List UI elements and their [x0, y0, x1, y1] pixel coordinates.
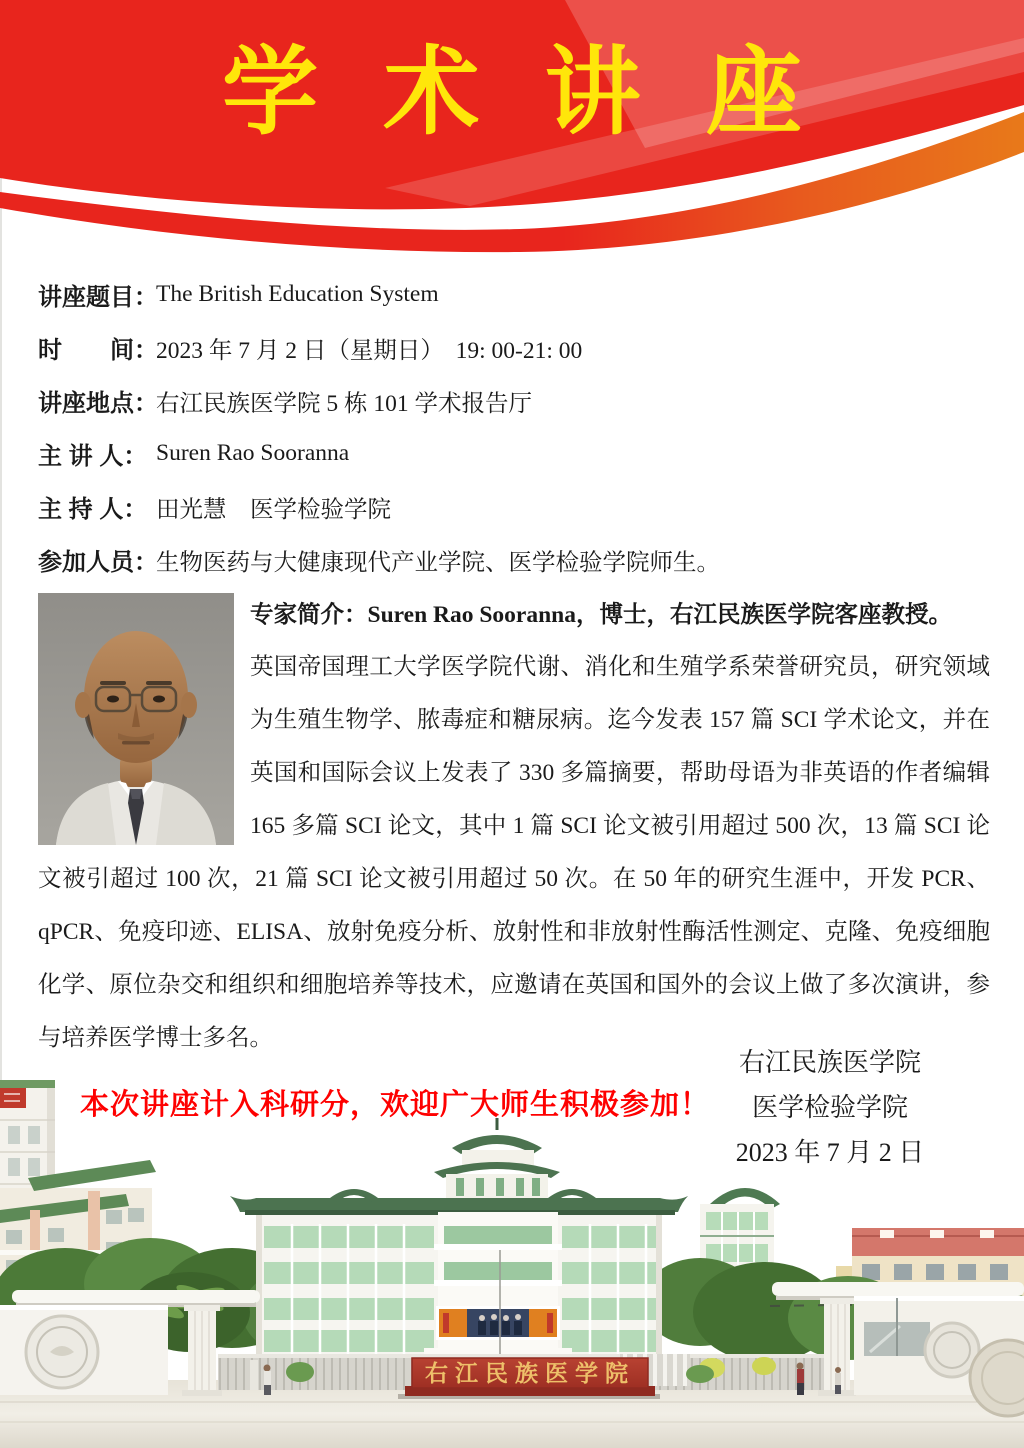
- venue-value: 右江民族医学院 5 栋 101 学术报告厅: [156, 390, 532, 417]
- intro-line: 英国和国际会议上发表了 330 多篇摘要，帮助母语为非英语的作者编辑: [250, 760, 990, 786]
- intro-line: 165 多篇 SCI 论文，其中 1 篇 SCI 论文被引用超过 500 次，13 篇 SCI 论: [250, 813, 990, 839]
- expert-intro: [38, 588, 990, 1065]
- speaker-label: 主 讲 人：: [38, 443, 148, 470]
- left-tower-red-sign: [0, 1088, 26, 1108]
- topic-value: The British Education System: [156, 281, 439, 307]
- intro-line: 英国帝国理工大学医学院代谢、消化和生殖学系荣誉研究员，研究领域: [250, 654, 990, 680]
- time-value: 2023 年 7 月 2 日（星期日） 19: 00-21: 00: [156, 337, 583, 364]
- intro-lead-label: 专家简介：: [250, 601, 368, 627]
- building-billboard: [436, 1306, 560, 1340]
- campus-photo: [0, 1060, 1024, 1448]
- intro-line: 与培养医学博士多名。: [38, 1025, 273, 1051]
- participants-label: 参加人员：: [38, 549, 158, 576]
- signature-date: 2023 年 7 月 2 日: [735, 1138, 925, 1167]
- intro-line: 为生殖生物学、脓毒症和糖尿病。迄今发表 157 篇 SCI 学术论文，并在: [250, 707, 990, 733]
- intro-line: 文被引超过 100 次，21 篇 SCI 论文被引用超过 50 次。在 50 年的研究生涯中，开发 PCR、: [38, 866, 990, 892]
- info-row-time: [38, 321, 990, 374]
- poster-title: 学术讲座: [222, 39, 868, 146]
- portrait-ear-right: [181, 692, 197, 718]
- campus-main-building: [230, 1118, 688, 1387]
- speaker-portrait: [38, 593, 234, 845]
- signature-school: 医学检验学院: [751, 1093, 908, 1122]
- signature-college: 右江民族医学院: [738, 1048, 921, 1077]
- portrait-eyebrow-right: [146, 681, 172, 685]
- slogan-text: 本次讲座计入科研分，欢迎广大师生积极参加！: [80, 1089, 711, 1121]
- info-row-participants: [38, 533, 990, 586]
- host-value: 田光慧 医学检验学院: [156, 496, 391, 523]
- portrait-eyebrow-left: [100, 681, 126, 685]
- portrait-eye-left: [107, 696, 119, 703]
- venue-label: 讲座地点：: [38, 390, 158, 417]
- portrait-ear-left: [75, 692, 91, 718]
- gate-sign-text: 右江民族医学院: [425, 1361, 635, 1386]
- portrait-tie-knot: [130, 789, 142, 799]
- intro-lead-text: Suren Rao Sooranna，博士，右江民族医学院客座教授。: [367, 602, 953, 628]
- info-row-speaker: [38, 427, 990, 480]
- info-row-host: [38, 480, 990, 533]
- portrait-eye-right: [153, 696, 165, 703]
- gate-sign: [398, 1358, 660, 1399]
- header-banner: [0, 0, 1024, 262]
- info-row-venue: [38, 374, 990, 427]
- participants-value: 生物医药与大健康现代产业学院、医学检验学院师生。: [156, 549, 720, 576]
- intro-line: 化学、原位杂交和组织和细胞培养等技术，应邀请在英国和国外的会议上做了多次演讲，参: [38, 972, 990, 998]
- speaker-value: Suren Rao Sooranna: [156, 440, 350, 466]
- topic-label: 讲座题目：: [38, 284, 158, 311]
- time-label: 时 间：: [38, 337, 158, 364]
- lecture-info: [38, 268, 990, 586]
- host-label: 主 持 人：: [38, 496, 148, 523]
- intro-line: qPCR、免疫印迹、ELISA、放射免疫分析、放射性和非放射性酶活性测定、克隆、免疫细胞: [38, 919, 990, 945]
- info-row-topic: [38, 268, 990, 321]
